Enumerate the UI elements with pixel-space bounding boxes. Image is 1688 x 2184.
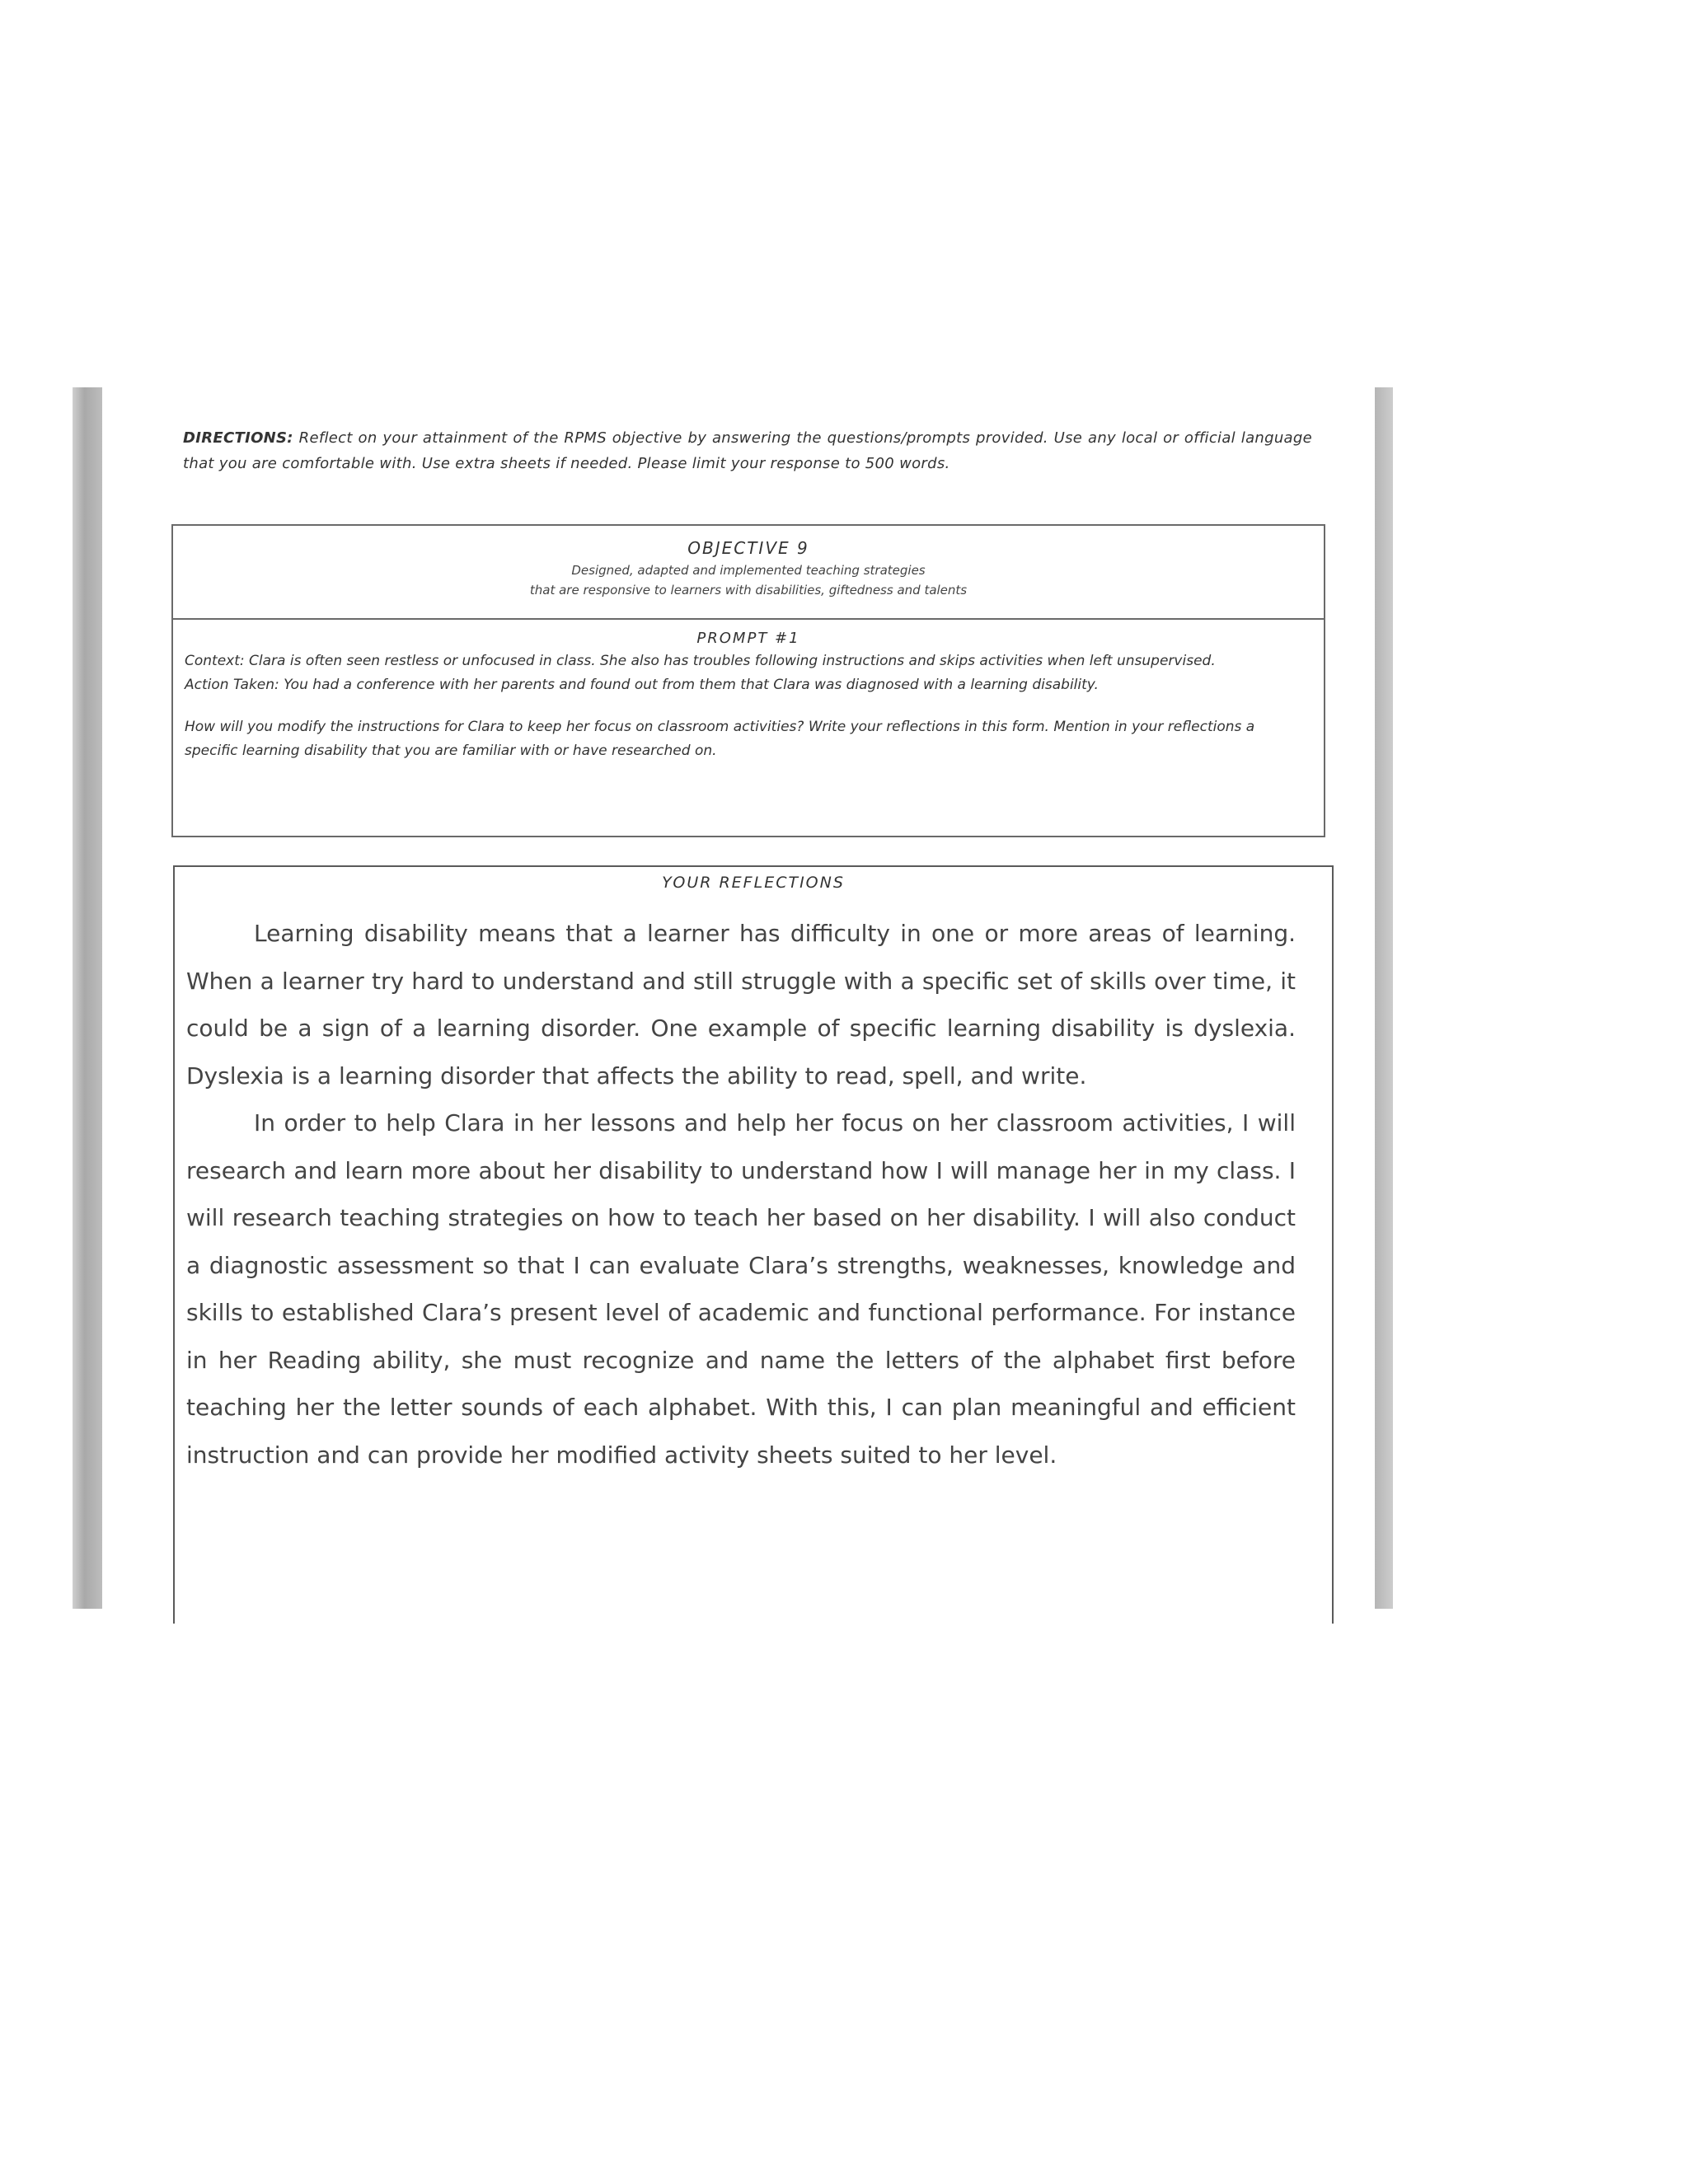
directions-text [183, 425, 1312, 476]
objective-title: OBJECTIVE 9 [687, 538, 809, 558]
objective-description-line-1: Designed, adapted and implemented teaching strategies [571, 563, 926, 578]
prompt-action-taken: Action Taken: You had a conference with her parents and found out from them that Clara was diagnosed with a learning disability. [185, 677, 1099, 693]
objective-header [173, 526, 1324, 620]
page-right-edge-shadow [1375, 387, 1393, 1609]
directions-body: Reflect on your attainment of the RPMS objective by answering the questions/prompts provided. Use any local or official language that you are comfortable with. Use extra sheets if needed. Please limit your response to 500 words. [183, 429, 1312, 472]
objective-description-line-2: that are responsive to learners with disabilities, giftedness and talents [529, 583, 968, 598]
objective-prompt-box [171, 524, 1325, 837]
page-left-edge-shadow [73, 387, 102, 1609]
prompt-context: Context: Clara is often seen restless or unfocused in class. She also has troubles following instructions and skips activities when left unsupervised. [185, 653, 1216, 669]
prompt-title: PROMPT #1 [696, 630, 800, 647]
reflection-paragraph-2: In order to help Clara in her lessons and help her focus on her classroom activities, I will research and learn more about her disability to understand how I will manage her in my class. I will research teaching strategies on how to teach her based on her disability. I will also conduct a diagnostic assessment so that I can evaluate Clara’s strengths, weaknesses, knowledge and skills to established Clara’s present level of academic and functional performance. For instance in her Reading ability, she must recognize and name the letters of the alphabet first before teaching her the letter sounds of each alphabet. With this, I can plan meaningful and efficient instruction and can provide her modified activity sheets suited to her level. [186, 1109, 1296, 1469]
prompt-section [173, 620, 1324, 763]
reflection-paragraph-1: Learning disability means that a learner has difficulty in one or more areas of learning. When a learner try hard to understand and still struggle with a specific set of skills over time, it could be a sign of a learning disorder. One example of specific learning disability is dyslexia. Dyslexia is a learning disorder that affects the ability to read, spell, and write. [186, 920, 1296, 1090]
reflections-title: YOUR REFLECTIONS [662, 874, 845, 892]
reflections-box [173, 865, 1334, 1624]
prompt-question: How will you modify the instructions for Clara to keep her focus on classroom activities? Write your reflections in this form. Mention in your reflections a specific learning disability that you are familiar with or have researched on. [185, 719, 1255, 759]
reflections-body [175, 895, 1332, 1479]
directions-label: DIRECTIONS: [183, 429, 293, 447]
